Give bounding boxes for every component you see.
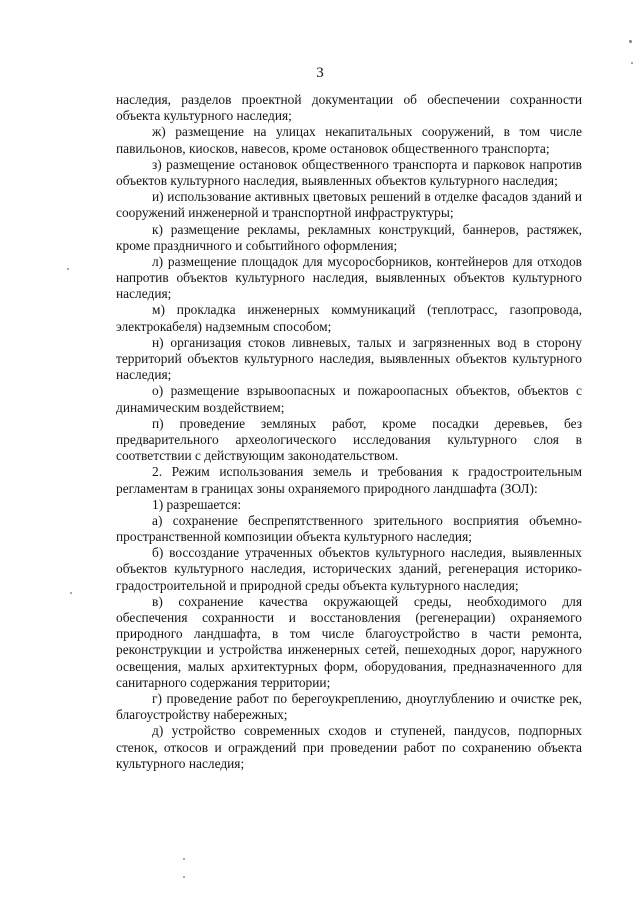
- page-number: 3: [316, 65, 324, 81]
- paragraph-item-k: к) размещение рекламы, рекламных конструкций, баннеров, растяжек, кроме праздничного и событийного оформления;: [116, 221, 582, 253]
- scan-speck: [67, 268, 69, 270]
- paragraph-item-z: з) размещение остановок общественного транспорта и парковок напротив объектов культурного наследия, выявленных объектов культурного наследия;: [116, 156, 582, 188]
- paragraph-item-n: н) организация стоков ливневых, талых и загрязненных вод в сторону территорий объектов культурного наследия, выявленных объектов культурного наследия;: [116, 334, 582, 383]
- paragraph-item-o: о) размещение взрывоопасных и пожароопасных объектов, объектов с динамическим воздействием;: [116, 383, 582, 415]
- paragraph-item-p: п) проведение земляных работ, кроме посадки деревьев, без предварительного археологического исследования культурного слоя в соответствии с действующим законодательством.: [116, 415, 582, 464]
- document-body: [116, 92, 582, 772]
- paragraph-item-zh: ж) размещение на улицах некапитальных сооружений, в том числе павильонов, киосков, навесов, кроме остановок общественного транспорта;: [116, 124, 582, 156]
- paragraph-item-a: а) сохранение беспрепятственного зрительного восприятия объемно-пространственной композиции объекта культурного наследия;: [116, 512, 582, 545]
- section-2-heading: 2. Режим использования земель и требования к градостроительным регламентам в границах зоны охраняемого природного ландшафта (ЗОЛ):: [116, 464, 582, 496]
- scan-speck: [70, 592, 72, 594]
- paragraph-item-d: д) устройство современных сходов и ступеней, пандусов, подпорных стенок, откосов и ограждений при проведении работ по сохранению объекта культурного наследия;: [116, 723, 582, 771]
- paragraph-item-m: м) прокладка инженерных коммуникаций (теплотрасс, газопровода, электрокабеля) надземным способом;: [116, 302, 582, 334]
- paragraph-item-i: и) использование активных цветовых решений в отделке фасадов зданий и сооружений инженерной и транспортной инфраструктуры;: [116, 189, 582, 221]
- subsection-1-heading: 1) разрешается:: [152, 496, 242, 512]
- paragraph-item-l: л) размещение площадок для мусоросборников, контейнеров для отходов напротив объектов культурного наследия, выявленных объектов культурного наследия;: [116, 253, 582, 302]
- scan-speck: [631, 62, 633, 64]
- paragraph-item-g: г) проведение работ по берегоукреплению, дноуглублению и очистке рек, благоустройству набережных;: [116, 690, 582, 723]
- paragraph-item-b: б) воссоздание утраченных объектов культурного наследия, выявленных объектов культурного наследия, исторических зданий, регенерация историко-градостроительной и природной среды объекта культурного наследия;: [116, 545, 582, 593]
- scan-speck: [183, 858, 185, 860]
- paragraph-item-v: в) сохранение качества окружающей среды, необходимого для обеспечения сохранности и восстановления (регенерации) охраняемого природного ландшафта, в том числе благоустройство в части ремонта, реконструкции и устройства инженерных сетей, пешеходных дорог, наружного освещения, малых архитектурных форм, оборудования, предназначенного для санитарного содержания территории;: [116, 593, 582, 690]
- paragraph-continuation: наследия, разделов проектной документации об обеспечении сохранности объекта культурного наследия;: [116, 92, 582, 124]
- scan-speck: [629, 40, 632, 43]
- scan-speck: [183, 876, 185, 878]
